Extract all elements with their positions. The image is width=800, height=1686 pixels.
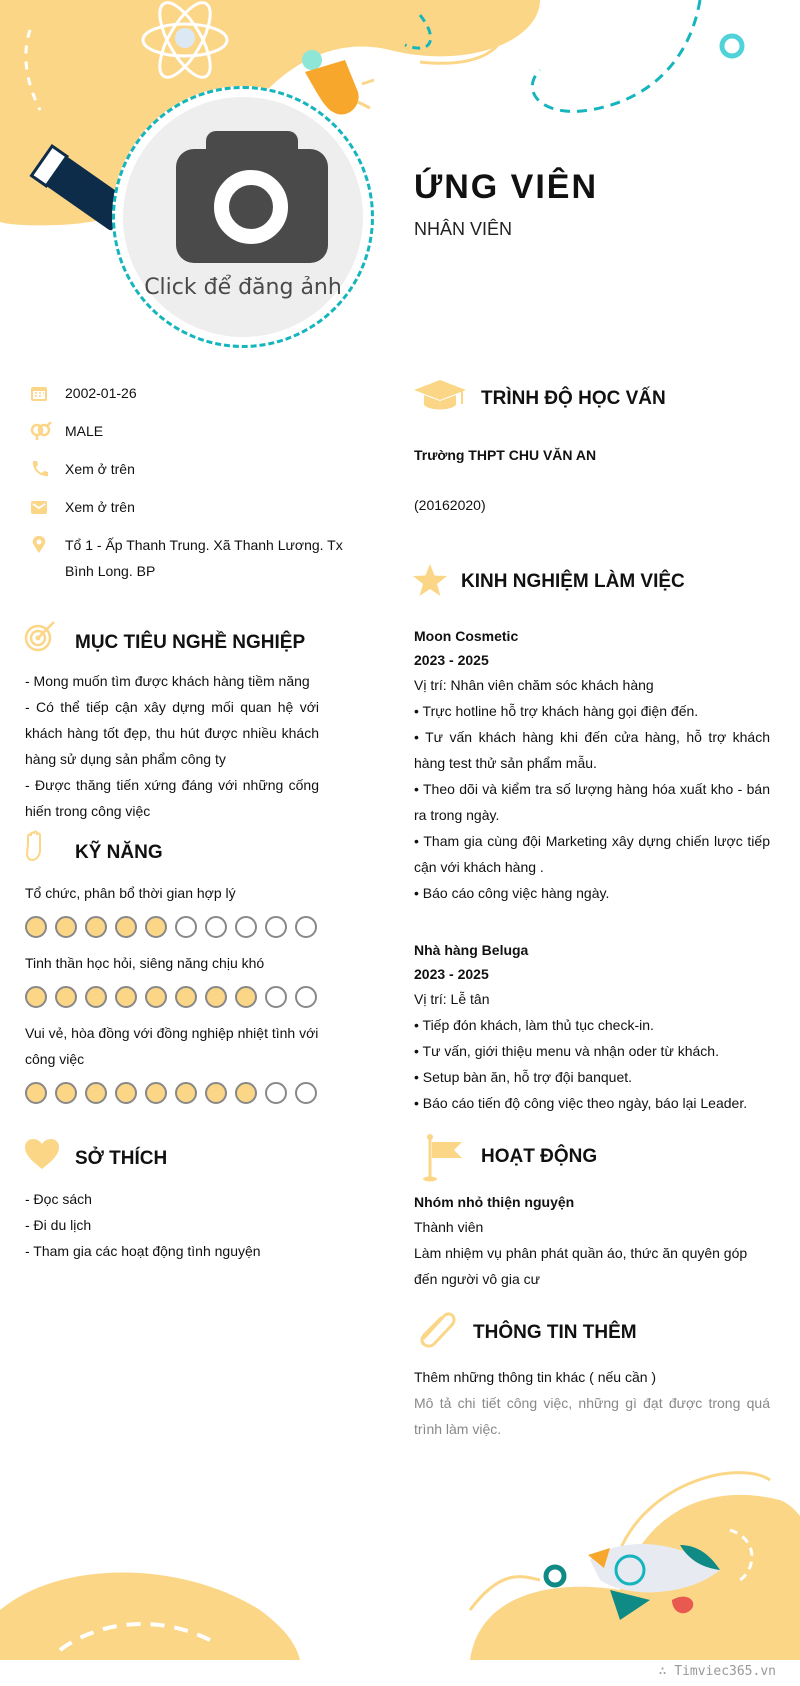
candidate-name: ỨNG VIÊN [414, 168, 599, 206]
job-company: Nhà hàng Beluga [414, 942, 529, 958]
rating-dot-filled [145, 1082, 167, 1104]
gender-value: MALE [65, 423, 104, 439]
job-role: Vị trí: Lễ tân [414, 991, 490, 1007]
teal-ring [722, 36, 742, 56]
job-duty: • Báo cáo công việc hàng ngày. [414, 885, 610, 901]
photo-upload-label: Click để đăng ảnh [144, 275, 342, 300]
skill-name: Tinh thần học hỏi, siêng năng chịu khó [25, 955, 265, 971]
education-title: TRÌNH ĐỘ HỌC VẤN [481, 388, 666, 409]
objective-line: - Có thể tiếp cận xây dựng mối quan hệ với khách hàng tốt đẹp, thu hút được nhiều khách hàng sử dụng sản phẩm công ty [25, 699, 319, 767]
activity-org: Nhóm nhỏ thiện nguyện [414, 1194, 575, 1210]
hobby-item: - Đi du lịch [25, 1217, 92, 1233]
skill-rating [25, 986, 325, 1008]
additional-description: Mô tả chi tiết công việc, những gì đạt được trong quá trình làm việc. [414, 1395, 770, 1437]
email-row [25, 494, 355, 520]
rating-dot-empty [295, 1082, 317, 1104]
rating-dot-empty [265, 1082, 287, 1104]
address-value: Tổ 1 - Ấp Thanh Trung. Xã Thanh Lương. Tx Bình Long. BP [65, 537, 343, 579]
paperclip-icon [416, 1308, 458, 1350]
rating-dot-empty [205, 916, 227, 938]
rating-dot-filled [25, 916, 47, 938]
rating-dot-filled [55, 986, 77, 1008]
experience-title: KINH NGHIỆM LÀM VIỆC [461, 571, 685, 592]
school-name: Trường THPT CHU VĂN AN [414, 447, 597, 463]
gender-icon [30, 422, 52, 440]
job-duty: • Báo cáo tiến độ công việc theo ngày, báo lại Leader. [414, 1095, 748, 1111]
hobby-item: - Tham gia các hoạt động tình nguyện [25, 1243, 261, 1259]
skill-item [25, 880, 325, 938]
skill-rating [25, 1082, 325, 1104]
gender-row [25, 418, 355, 444]
rating-dot-filled [145, 916, 167, 938]
additional-text [414, 1364, 770, 1442]
additional-title: THÔNG TIN THÊM [473, 1322, 637, 1343]
additional-line: Thêm những thông tin khác ( nếu cần ) [414, 1369, 657, 1385]
objective-line: - Mong muốn tìm được khách hàng tiềm năng [25, 673, 310, 689]
skill-rating [25, 916, 325, 938]
lightbulb-icon [302, 50, 374, 115]
target-icon [24, 620, 56, 652]
activity-desc: Làm nhiệm vụ phân phát quần áo, thức ăn quyên góp đến người vô gia cư [414, 1245, 748, 1287]
rating-dot-filled [25, 1082, 47, 1104]
rating-dot-filled [55, 916, 77, 938]
calendar-icon [30, 384, 48, 402]
photo-placeholder[interactable] [123, 97, 363, 337]
star-icon [412, 563, 448, 597]
location-pin-icon [30, 536, 48, 554]
hobbies-list [25, 1186, 325, 1264]
footer-decoration [0, 1440, 800, 1660]
objective-line: - Được thăng tiến xứng đáng với những cống hiến trong công việc [25, 777, 319, 819]
watermark: ∴ Timviec365.vn [658, 1664, 776, 1679]
heart-icon [24, 1138, 60, 1170]
photo-upload[interactable] [112, 86, 374, 348]
rating-dot-empty [235, 916, 257, 938]
job-duty: • Tiếp đón khách, làm thủ tục check-in. [414, 1017, 654, 1033]
job-period: 2023 - 2025 [414, 966, 489, 982]
objective-title: MỤC TIÊU NGHỀ NGHIỆP [75, 632, 306, 653]
phone-value: Xem ở trên [65, 461, 135, 477]
rating-dot-filled [175, 1082, 197, 1104]
email-icon [30, 498, 48, 516]
phone-row [25, 456, 355, 482]
rating-dot-filled [235, 1082, 257, 1104]
email-value: Xem ở trên [65, 499, 135, 515]
job-company: Moon Cosmetic [414, 628, 519, 644]
hand-icon [24, 830, 48, 864]
rating-dot-empty [175, 916, 197, 938]
job-duty: • Tư vấn khách hàng khi đến cửa hàng, hỗ trợ khách hàng test thử sản phẩm mẫu. [414, 729, 770, 771]
rating-dot-empty [265, 986, 287, 1008]
candidate-position: NHÂN VIÊN [414, 219, 513, 239]
birthday-row [25, 380, 355, 406]
rating-dot-filled [85, 986, 107, 1008]
job-duty: • Tư vấn, giới thiệu menu và nhận oder từ khách. [414, 1043, 719, 1059]
job-period: 2023 - 2025 [414, 652, 489, 668]
job-role: Vị trí: Nhân viên chăm sóc khách hàng [414, 677, 654, 693]
contact-info [25, 380, 355, 596]
skill-name: Vui vẻ, hòa đồng với đồng nghiệp nhiệt tình với công việc [25, 1025, 319, 1067]
job-duty: • Trực hotline hỗ trợ khách hàng gọi điện đến. [414, 703, 699, 719]
rating-dot-empty [295, 986, 317, 1008]
rating-dot-filled [145, 986, 167, 1008]
rating-dot-filled [115, 986, 137, 1008]
job-duty: • Theo dõi và kiểm tra số lượng hàng hóa xuất kho - bán ra trong ngày. [414, 781, 770, 823]
birthday-value: 2002-01-26 [65, 385, 137, 401]
rating-dot-filled [115, 1082, 137, 1104]
phone-icon [30, 460, 48, 478]
rating-dot-filled [55, 1082, 77, 1104]
skills-title: KỸ NĂNG [75, 842, 163, 863]
hobbies-title: SỞ THÍCH [75, 1148, 168, 1169]
rating-dot-filled [25, 986, 47, 1008]
flag-icon [422, 1134, 468, 1182]
activities-title: HOẠT ĐỘNG [481, 1146, 598, 1167]
rating-dot-filled [175, 986, 197, 1008]
job-entry [414, 938, 770, 1116]
objective-text [25, 668, 319, 824]
rating-dot-filled [115, 916, 137, 938]
education-period: (20162020) [414, 497, 486, 513]
skill-item [25, 950, 325, 1008]
rating-dot-filled [85, 1082, 107, 1104]
hobby-item: - Đọc sách [25, 1191, 92, 1207]
job-duty: • Tham gia cùng đội Marketing xây dựng chiến lược tiếp cận với khách hàng . [414, 833, 770, 875]
activity-role: Thành viên [414, 1219, 484, 1235]
graduation-cap-icon [412, 378, 468, 414]
job-duty: • Setup bàn ăn, hỗ trợ đội banquet. [414, 1069, 633, 1085]
rating-dot-filled [205, 986, 227, 1008]
skills-list [25, 880, 325, 1116]
rating-dot-empty [265, 916, 287, 938]
rating-dot-filled [235, 986, 257, 1008]
rating-dot-filled [85, 916, 107, 938]
rating-dot-filled [205, 1082, 227, 1104]
rating-dot-empty [295, 916, 317, 938]
address-row [25, 532, 355, 584]
activity-entry [414, 1190, 770, 1292]
job-entry [414, 624, 770, 906]
skill-name: Tổ chức, phân bổ thời gian hợp lý [25, 885, 236, 901]
skill-item [25, 1020, 325, 1104]
